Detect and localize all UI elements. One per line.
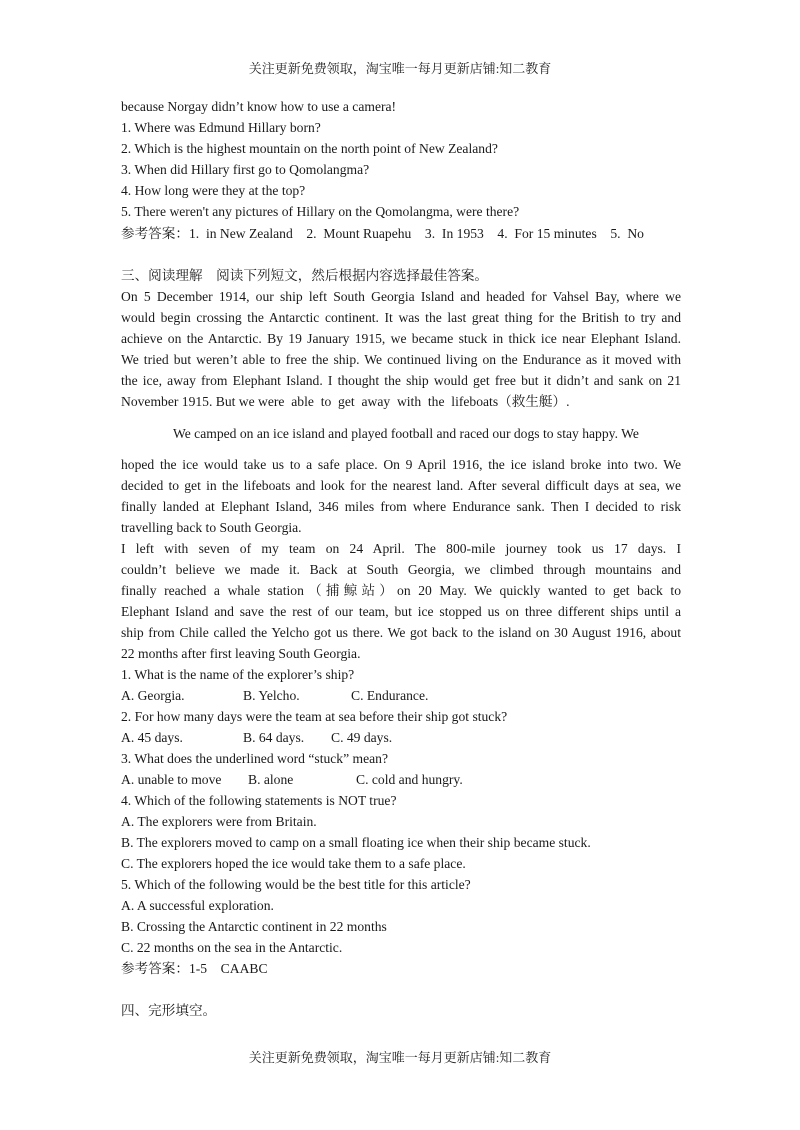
passage-line: because Norgay didn’t know how to use a camera! (121, 99, 397, 114)
passage-line: decided to get in the lifeboats and look for the nearest land. After several difficult days at sea, we (121, 478, 681, 493)
page-footer: 关注更新免费领取，淘宝唯一每月更新店铺:知二教育 (248, 1050, 552, 1065)
passage-line: would begin crossing the Antarctic continent. It was the last great thing for the British to try and (121, 310, 681, 325)
option-c: C. 49 days. (331, 730, 393, 745)
passage-line: couldn’t believe we made it. Back at South Georgia, we climbed through mountains and (121, 562, 681, 577)
option-a: A. The explorers were from Britain. (121, 814, 317, 829)
question-line: 2. For how many days were the team at sea before their ship got stuck? (121, 709, 508, 724)
passage-line: hoped the ice would take us to a safe place. On 9 April 1916, the ice island broke into two. We (121, 457, 681, 472)
option-b: B. Crossing the Antarctic continent in 22 months (121, 919, 387, 934)
section-heading: 四、完形填空。 (121, 1003, 217, 1018)
option-b: B. Yelcho. (243, 688, 300, 703)
page-header: 关注更新免费领取，淘宝唯一每月更新店铺:知二教育 (248, 61, 552, 76)
option-a: A. unable to move (121, 772, 222, 787)
question-line: 2. Which is the highest mountain on the north point of New Zealand? (121, 141, 498, 156)
question-line: 3. What does the underlined word “stuck” mean? (121, 751, 389, 766)
option-b: B. 64 days. (243, 730, 305, 745)
passage-line: I left with seven of my team on 24 April. The 800-mile journey took us 17 days. I (121, 541, 681, 556)
passage-line: the ice, away from Elephant Island. I thought the ship would get free but it didn’t and sank on 21 (121, 373, 681, 388)
question-line: 5. Which of the following would be the best title for this article? (121, 877, 471, 892)
option-c: C. The explorers hoped the ice would take them to a safe place. (121, 856, 466, 871)
question-line: 1. What is the name of the explorer’s ship? (121, 667, 355, 682)
option-c: C. 22 months on the sea in the Antarctic. (121, 940, 343, 955)
option-a: A. Georgia. (121, 688, 185, 703)
question-line: 4. How long were they at the top? (121, 183, 306, 198)
answer-key: 参考答案：1. in New Zealand 2. Mount Ruapehu 3. In 1953 4. For 15 minutes 5. No (121, 226, 644, 241)
option-c: C. cold and hungry. (356, 772, 463, 787)
question-line: 5. There weren't any pictures of Hillary on the Qomolangma, were there? (121, 204, 520, 219)
option-a: A. A successful exploration. (121, 898, 274, 913)
option-b: B. The explorers moved to camp on a small floating ice when their ship became stuck. (121, 835, 591, 850)
passage-line: finally reached a whale station（捕鲸站）on 20 May. We quickly wanted to get back to (121, 583, 681, 598)
passage-line: ship from Chile called the Yelcho got us there. We got back to the island on 30 August 1916, about (121, 625, 681, 640)
passage-line: November 1915. But we were able to get away with the lifeboats（救生艇）. (121, 394, 570, 409)
passage-line: travelling back to South Georgia. (121, 520, 302, 535)
answer-key: 参考答案：1-5 CAABC (121, 961, 268, 976)
option-b: B. alone (248, 772, 294, 787)
question-line: 4. Which of the following statements is NOT true? (121, 793, 397, 808)
passage-line: On 5 December 1914, our ship left South Georgia Island and headed for Vahsel Bay, where we (121, 289, 681, 304)
option-a: A. 45 days. (121, 730, 183, 745)
passage-line: 22 months after first leaving South Georgia. (121, 646, 361, 661)
passage-line: achieve on the Antarctic. By 19 January 1915, we became stuck in thick ice near Elephant Island. (121, 331, 681, 346)
option-c: C. Endurance. (351, 688, 429, 703)
question-line: 3. When did Hillary first go to Qomolangma? (121, 162, 370, 177)
passage-line: finally landed at Elephant Island, 346 miles from where Endurance sank. Then I decided to risk (121, 499, 681, 514)
section-heading: 三、阅读理解 阅读下列短文，然后根据内容选择最佳答案。 (121, 268, 489, 283)
passage-line: We camped on an ice island and played football and raced our dogs to stay happy. We (173, 426, 639, 441)
passage-line: Elephant Island and save the rest of our team, but ice stopped us on three different ships until a (121, 604, 681, 619)
passage-line: We tried but weren’t able to free the ship. We continued living on the Endurance as it moved with (121, 352, 681, 367)
question-line: 1. Where was Edmund Hillary born? (121, 120, 321, 135)
